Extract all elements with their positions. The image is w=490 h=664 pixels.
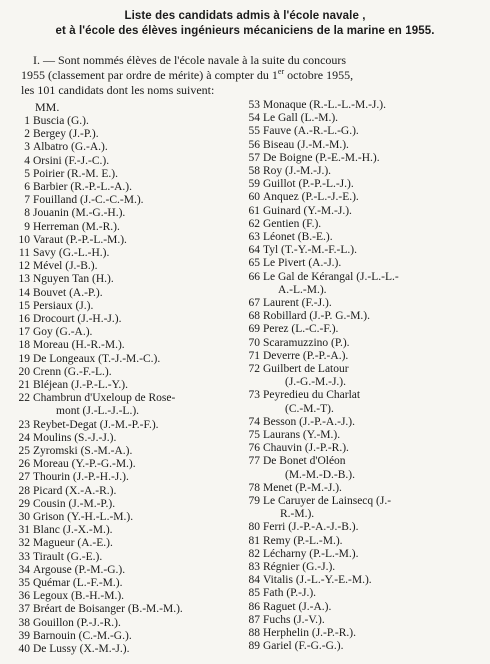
name-continuation: R.-M.). (280, 508, 315, 520)
rank-number: 81 (248, 535, 260, 547)
rank-number: 73 (248, 389, 260, 401)
candidate-entry (8, 524, 113, 537)
candidate-entry (246, 178, 354, 191)
rank-number: 80 (248, 521, 260, 533)
rank-number: 18 (18, 339, 30, 351)
candidate-name: Blanc (J.-X.-M.). (33, 524, 113, 536)
intro-line-2: 1955 (classement par ordre de mérite) à compter du 1er octobre 1955, (21, 67, 354, 82)
rank-number: 82 (248, 548, 260, 560)
rank-number: 62 (248, 218, 260, 230)
rank-number: 9 (24, 221, 30, 233)
candidate-name: Savy (G.-L.-H.). (33, 247, 110, 259)
candidate-name: Jouanin (M.-G.-H.). (33, 207, 126, 219)
candidate-name: Herphelin (J.-P.-R.). (263, 627, 356, 639)
candidate-entry (246, 139, 349, 152)
candidate-entry (8, 234, 127, 247)
candidate-name: Fouilland (J.-C.-C.-M.). (33, 194, 144, 206)
candidate-entry (8, 273, 114, 286)
name-continuation: A.-L.-M.). (278, 284, 327, 296)
candidate-name: Albatro (G.-A.). (33, 141, 108, 153)
candidate-entry (8, 366, 112, 379)
rank-number: 2 (24, 128, 30, 140)
rank-number: 17 (18, 326, 30, 338)
rank-number: 5 (24, 168, 30, 180)
candidate-name: Thourin (J.-P.-H.-J.). (33, 471, 129, 483)
candidate-name: Poirier (R.-M. E.). (33, 168, 118, 180)
rank-number: 75 (248, 429, 260, 441)
candidate-name: Legoux (B.-H.-M.). (33, 590, 125, 602)
rank-number: 1 (24, 115, 30, 127)
candidate-name: Mével (J.-B.). (33, 260, 98, 272)
candidate-name: Gariel (F.-G.-G.). (263, 640, 344, 652)
candidate-name: Crenn (G.-F.-L.). (33, 366, 112, 378)
rank-number: 28 (18, 485, 30, 497)
candidate-entry (8, 326, 92, 339)
candidate-entry (8, 300, 93, 313)
candidate-entry (8, 551, 102, 564)
rank-number: 38 (18, 617, 30, 629)
rank-number: 61 (248, 205, 260, 217)
candidate-entry (8, 471, 129, 484)
candidate-entry (8, 339, 125, 352)
candidate-entry (246, 337, 350, 350)
rank-number: 40 (18, 643, 30, 655)
rank-number: 22 (18, 392, 30, 404)
candidate-name: Guinard (Y.-M.-J.). (263, 205, 352, 217)
candidate-name: Deverre (P.-P.-A.). (263, 350, 349, 362)
candidate-name: Besson (J.-P.-A.-J.). (263, 416, 355, 428)
rank-number: 70 (248, 337, 260, 349)
rank-number: 24 (18, 432, 30, 444)
candidate-entry (8, 432, 116, 445)
name-continuation: mont (J.-L.-J.-L.). (56, 405, 140, 417)
candidate-entry (246, 244, 357, 257)
rank-number: 56 (248, 139, 260, 151)
candidate-entry (8, 630, 132, 643)
candidate-entry (8, 141, 108, 154)
candidate-name: Le Pivert (A.-J.). (263, 257, 342, 269)
candidate-entry (246, 389, 360, 402)
candidate-name: Argouse (P.-M.-G.). (33, 564, 126, 576)
candidate-name: Guilbert de Latour (263, 363, 349, 375)
rank-number: 13 (18, 273, 30, 285)
rank-number: 89 (248, 640, 260, 652)
candidate-name: Barbier (R.-P.-L.-A.). (33, 181, 133, 193)
rank-number: 8 (24, 207, 30, 219)
candidate-name: Guillot (P.-P.-L.-J.). (263, 178, 354, 190)
rank-number: 14 (18, 287, 30, 299)
candidate-name: Fath (P.-J.). (263, 587, 317, 599)
candidate-name: Vitalis (J.-L.-Y.-E.-M.). (263, 574, 372, 586)
candidate-entry (246, 561, 335, 574)
rank-number: 86 (248, 601, 260, 613)
candidate-name: De Boigne (P.-E.-M.-H.). (263, 152, 380, 164)
candidate-name: Fuchs (J.-V.). (263, 614, 325, 626)
candidate-entry (8, 643, 129, 656)
candidate-name: Menet (P.-M.-J.). (263, 482, 342, 494)
rank-number: 30 (18, 511, 30, 523)
rank-number: 53 (248, 99, 260, 111)
candidate-name: Robillard (J.-P. G.-M.). (263, 310, 371, 322)
rank-number: 79 (248, 495, 260, 507)
rank-number: 54 (248, 112, 260, 124)
candidate-name: Laurans (Y.-M.). (263, 429, 341, 441)
candidate-entry (246, 257, 341, 270)
candidate-entry (246, 442, 349, 455)
candidate-name: Tirault (G.-E.). (33, 551, 103, 563)
candidate-entry (246, 112, 338, 125)
rank-number: 58 (248, 165, 260, 177)
mm-label: MM. (35, 100, 60, 114)
candidate-name: Scaramuzzino (P.). (263, 337, 350, 349)
candidate-name: Laurent (F.-J.). (263, 297, 332, 309)
candidate-entry (246, 231, 333, 244)
rank-number: 33 (18, 551, 30, 563)
rank-number: 84 (248, 574, 260, 586)
candidate-name: Buscia (G.). (33, 115, 89, 127)
candidate-name: Varaut (P.-P.-L.-M.). (33, 234, 127, 246)
list-title-line-2: et à l'école des élèves ingénieurs mécaniciens de la marine en 1955. (55, 25, 435, 37)
candidate-entry (246, 99, 386, 112)
candidate-entry (246, 297, 332, 310)
candidate-entry (8, 128, 99, 141)
candidate-entry (246, 363, 349, 376)
rank-number: 10 (18, 234, 30, 246)
rank-number: 77 (248, 455, 260, 467)
rank-number: 26 (18, 458, 30, 470)
rank-number: 78 (248, 482, 260, 494)
candidate-entry (8, 485, 116, 498)
candidate-name: Fauve (A.-R.-L.-G.). (263, 125, 359, 137)
candidate-name: Le Caruyer de Lainsecq (J.- (263, 495, 392, 507)
candidate-name: Tyl (T.-Y.-M.-F.-L.). (263, 244, 357, 256)
candidate-entry (8, 247, 109, 260)
candidate-entry (246, 535, 343, 548)
rank-number: 35 (18, 577, 30, 589)
candidate-name: Herreman (M.-R.). (33, 221, 120, 233)
candidate-name: Moreau (H.-R.-M.). (33, 339, 125, 351)
intro-paragraph (21, 53, 471, 98)
rank-number: 59 (248, 178, 260, 190)
candidate-entry (8, 168, 118, 181)
candidate-entry (246, 614, 325, 627)
rank-number: 4 (24, 155, 30, 167)
candidate-entry (8, 458, 136, 471)
candidate-name: Bléjean (J.-P.-L.-Y.). (33, 379, 128, 391)
candidate-entry (246, 323, 338, 336)
candidate-name: Bouvet (A.-P.). (33, 287, 103, 299)
rank-number: 66 (248, 271, 260, 283)
rank-number: 6 (24, 181, 30, 193)
candidate-entry (246, 350, 348, 363)
candidate-name: Peyredieu du Charlat (263, 389, 361, 401)
candidate-name: Gouillon (P.-J.-R.). (33, 617, 121, 629)
rank-number: 65 (248, 257, 260, 269)
rank-number: 32 (18, 537, 30, 549)
candidate-entry (8, 419, 159, 432)
candidate-entry (246, 521, 359, 534)
candidate-entry (246, 165, 331, 178)
candidate-name: Grison (Y.-H.-L.-M.). (33, 511, 134, 523)
candidate-entry (246, 548, 358, 561)
rank-number: 88 (248, 627, 260, 639)
candidate-name: Remy (P.-L.-M.). (263, 535, 343, 547)
rank-number: 29 (18, 498, 30, 510)
candidate-name: De Lussy (X.-M.-J.). (33, 643, 130, 655)
rank-number: 7 (24, 194, 30, 206)
candidate-name: Goy (G.-A.). (33, 326, 93, 338)
candidate-entry (246, 152, 380, 165)
candidate-name: Drocourt (J.-H.-J.). (33, 313, 122, 325)
rank-number: 11 (18, 247, 30, 259)
candidate-entry (246, 482, 342, 495)
candidate-name: Reybet-Degat (J.-M.-P.-F.). (33, 419, 159, 431)
candidate-entry (246, 429, 340, 442)
candidate-name: Bergey (J.-P.). (33, 128, 99, 140)
candidate-entry (246, 310, 370, 323)
name-continuation: (J.-G.-M.-J.). (285, 376, 347, 388)
rank-number: 64 (248, 244, 260, 256)
candidate-entry (246, 455, 346, 468)
rank-number: 3 (24, 141, 30, 153)
list-title-line-1: Liste des candidats admis à l'école navale , (124, 10, 366, 22)
candidate-name: Biseau (J.-M.-M.). (263, 139, 349, 151)
rank-number: 19 (18, 353, 30, 365)
candidate-entry (8, 207, 125, 220)
intro-line-1: I. — Sont nommés élèves de l'école navale à la suite du concours (33, 53, 347, 67)
rank-number: 15 (18, 300, 30, 312)
candidate-entry (8, 603, 183, 616)
candidate-entry (8, 511, 133, 524)
rank-number: 67 (248, 297, 260, 309)
candidate-entry (8, 537, 113, 550)
candidate-name: Monaque (R.-L.-L.-M.-J.). (263, 99, 386, 111)
rank-number: 36 (18, 590, 30, 602)
rank-number: 69 (248, 323, 260, 335)
rank-number: 85 (248, 587, 260, 599)
candidate-entry (8, 392, 175, 405)
candidate-name: Moulins (S.-J.-J.). (33, 432, 117, 444)
candidate-entry (8, 260, 98, 273)
rank-number: 60 (248, 191, 260, 203)
name-continuation: (M.-M.-D.-B.). (285, 469, 355, 481)
candidate-entry (8, 115, 89, 128)
rank-number: 31 (18, 524, 30, 536)
candidate-name: Bréart de Boisanger (B.-M.-M.). (33, 603, 183, 615)
rank-number: 16 (18, 313, 30, 325)
rank-number: 25 (18, 445, 30, 457)
candidate-entry (8, 181, 132, 194)
candidate-entry (246, 627, 356, 640)
candidate-name: Roy (J.-M.-J.). (263, 165, 332, 177)
candidate-entry (246, 125, 359, 138)
candidate-entry (8, 379, 128, 392)
candidate-entry (246, 495, 391, 508)
candidate-name: De Longeaux (T.-J.-M.-C.). (33, 353, 161, 365)
rank-number: 57 (248, 152, 260, 164)
rank-number: 71 (248, 350, 260, 362)
candidate-entry (8, 155, 109, 168)
candidate-name: Chambrun d'Uxeloup de Rose- (33, 392, 176, 404)
candidate-name: Barnouin (C.-M.-G.). (33, 630, 132, 642)
candidate-entry (8, 498, 115, 511)
rank-number: 72 (248, 363, 260, 375)
rank-number: 76 (248, 442, 260, 454)
intro-line-3: les 101 candidats dont les noms suivent: (21, 83, 215, 97)
candidate-name: Le Gal de Kérangal (J.-L.-L.- (263, 271, 399, 283)
candidate-entry (246, 205, 352, 218)
candidate-entry (246, 416, 355, 429)
rank-number: 74 (248, 416, 260, 428)
candidate-name: Lécharny (P.-L.-M.). (263, 548, 359, 560)
rank-number: 27 (18, 471, 30, 483)
candidate-name: Le Gall (L.-M.). (263, 112, 339, 124)
candidate-entry (246, 271, 399, 284)
candidate-name: Régnier (G.-J.). (263, 561, 336, 573)
candidate-entry (8, 590, 124, 603)
rank-number: 87 (248, 614, 260, 626)
candidate-name: Moreau (Y.-P.-G.-M.). (33, 458, 136, 470)
rank-number: 37 (18, 603, 30, 615)
candidate-name: Perez (L.-C.-F.). (263, 323, 339, 335)
candidate-name: Raguet (J.-A.). (263, 601, 332, 613)
name-continuation: (C.-M.-T). (285, 403, 334, 415)
candidate-name: Cousin (J.-M.-P.). (33, 498, 116, 510)
candidate-name: Quémar (L.-F.-M.). (33, 577, 123, 589)
rank-number: 21 (18, 379, 30, 391)
rank-number: 63 (248, 231, 260, 243)
candidate-name: Ferri (J.-P.-A.-J.-B.). (263, 521, 359, 533)
candidate-entry (246, 574, 372, 587)
rank-number: 23 (18, 419, 30, 431)
candidate-entry (8, 617, 121, 630)
rank-number: 39 (18, 630, 30, 642)
candidate-name: Chauvin (J.-P.-R.). (263, 442, 349, 454)
candidate-entry (8, 313, 121, 326)
candidate-entry (246, 640, 344, 653)
candidate-entry (8, 353, 160, 366)
candidate-name: Léonet (B.-E.). (263, 231, 333, 243)
rank-number: 55 (248, 125, 260, 137)
candidate-entry (246, 191, 359, 204)
rank-number: 68 (248, 310, 260, 322)
candidate-entry (246, 601, 331, 614)
rank-number: 20 (18, 366, 30, 378)
candidate-entry (8, 577, 122, 590)
candidate-entry (8, 287, 103, 300)
candidate-name: Orsini (F.-J.-C.). (33, 155, 110, 167)
candidate-name: Nguyen Tan (H.). (33, 273, 114, 285)
candidate-entry (8, 564, 125, 577)
candidate-name: Zyromski (S.-M.-A.). (33, 445, 133, 457)
candidate-name: Persiaux (J.). (33, 300, 94, 312)
candidate-name: Magueur (A.-E.). (33, 537, 113, 549)
candidate-name: Picard (X.-A.-R.). (33, 485, 117, 497)
rank-number: 83 (248, 561, 260, 573)
candidate-entry (8, 194, 144, 207)
rank-number: 34 (18, 564, 30, 576)
candidate-entry (8, 221, 120, 234)
candidate-entry (246, 218, 321, 231)
candidate-name: Gentien (F.). (263, 218, 322, 230)
candidate-name: Anquez (P.-L.-J.-E.). (263, 191, 359, 203)
candidate-entry (246, 587, 316, 600)
candidate-entry (8, 445, 132, 458)
rank-number: 12 (18, 260, 30, 272)
candidate-name: De Bonet d'Oléon (263, 455, 346, 467)
